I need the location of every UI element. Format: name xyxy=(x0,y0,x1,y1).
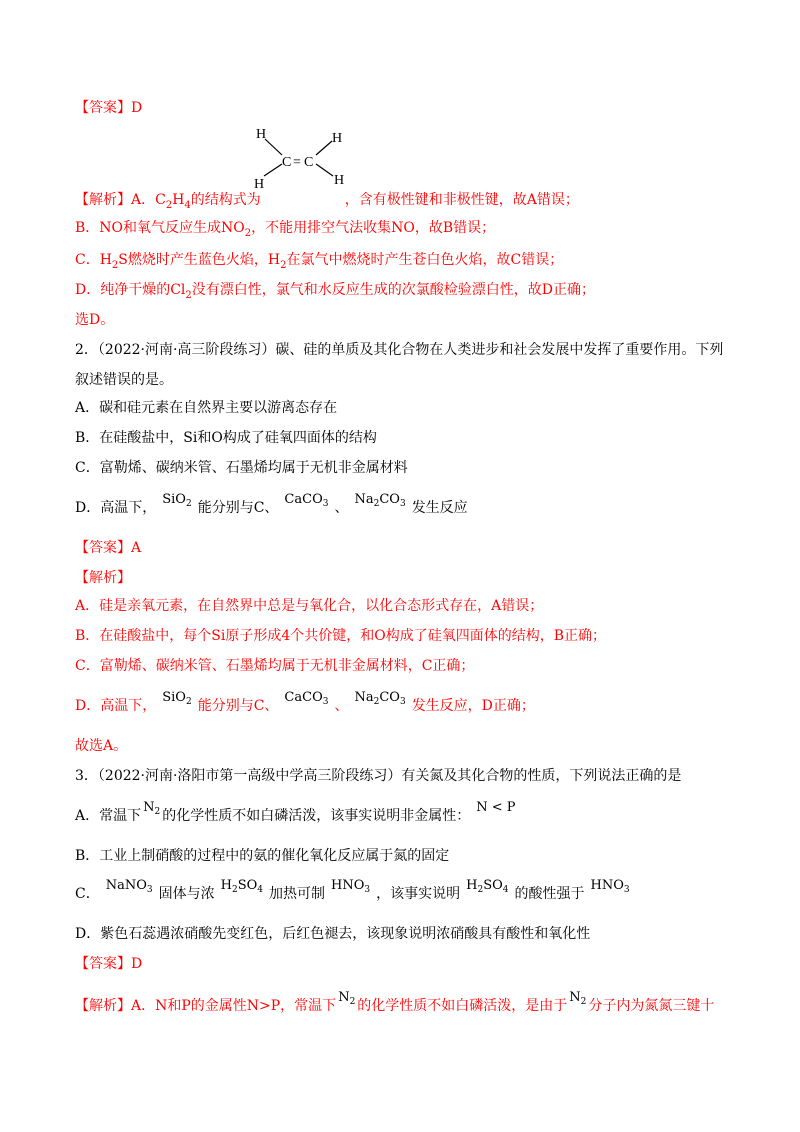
answer-value: D xyxy=(131,100,143,116)
q2-answer-line: 【答案】A xyxy=(75,540,142,556)
q1-analysis-b: B．NO和氧气反应生成$NO_2$，不能用排空气法收集NO，故B错误； xyxy=(75,220,496,239)
q1-analysis-a: 【解析】A．$C_2H_4$的结构式为 ，含有极性键和非极性键，故A错误； xyxy=(75,192,579,211)
q2-analysis-label: 【解析】 xyxy=(75,570,131,586)
formula-na2co3: $Na_2CO_3$ xyxy=(354,690,406,707)
mol-h-bottom-left: H xyxy=(254,177,265,190)
q2-stem-2: 叙述错误的是。 xyxy=(75,372,173,388)
q2-choose: 故选A。 xyxy=(75,738,128,754)
q2-option-a: A．碳和硅元素在自然界主要以游离态存在 xyxy=(75,400,338,416)
q3-option-b: B．工业上制硝酸的过程中的氨的催化氧化反应属于氮的固定 xyxy=(75,848,450,864)
mol-c-left: C xyxy=(282,155,292,170)
answer-label: 【答案】 xyxy=(75,100,131,116)
formula-nano3: NaNO$_3$ xyxy=(105,878,153,895)
formula-n2: $N_2$ xyxy=(569,990,587,1007)
formula-caco3: CaCO$_3$ xyxy=(284,492,329,509)
formula-n2: $N_2$ xyxy=(338,990,356,1007)
q1-choose: 选D。 xyxy=(75,312,115,328)
formula-h2so4: $H_2SO_4$ xyxy=(220,878,264,895)
q2-stem-1: 2．（2022·河南·高三阶段练习）碳、硅的单质及其化合物在人类进步和社会发展中发挥了重要作用。下列 xyxy=(75,342,724,358)
q3-option-a: A．常温下$N_2$ 的化学性质不如白磷活泼，该事实说明非金属性：N < P xyxy=(75,800,516,824)
formula-hno3: $HNO_3$ xyxy=(590,878,630,895)
mol-h-top-left: H xyxy=(256,127,267,142)
formula-sio2: SiO$_2$ xyxy=(162,690,192,707)
mol-c-double-bond: = xyxy=(293,155,301,170)
q1-analysis-d: D．纯净干燥的$Cl_2$没有漂白性，氯气和水反应生成的次氯酸检验漂白性，故D正确； xyxy=(75,282,596,301)
q2-option-d: D．高温下，SiO$_2$ 能分别与C、CaCO$_3$ 、$Na_2CO_3$ 发生反应 xyxy=(75,492,468,516)
q2-analysis-d: D．高温下，SiO$_2$ 能分别与C、CaCO$_3$ 、$Na_2CO_3$ 发生反应，D正确； xyxy=(75,690,535,714)
formula-na2co3: $Na_2CO_3$ xyxy=(354,492,406,509)
formula-h2so4: $H_2SO_4$ xyxy=(466,878,509,895)
mol-h-top-right: H xyxy=(332,131,343,146)
q2-analysis-c: C．富勒烯、碳纳米管、石墨烯均属于无机非金属材料，C正确； xyxy=(75,658,475,674)
formula-caco3: CaCO$_3$ xyxy=(284,690,329,707)
formula-n2: $N_2$ xyxy=(143,800,161,817)
q3-answer-line: 【答案】D xyxy=(75,956,143,972)
formula-n-lt-p: N < P xyxy=(476,800,516,815)
q2-analysis-b: B．在硅酸盐中，每个Si原子形成4个共价键，和O构成了硅氧四面体的结构，B正确； xyxy=(75,628,607,644)
q1-answer-line xyxy=(75,98,142,118)
formula-hno3: $HNO_3$ xyxy=(331,878,371,895)
formula-sio2: SiO$_2$ xyxy=(162,492,192,509)
analysis-label: 【解析】 xyxy=(75,192,131,208)
q3-option-c: C．NaNO$_3$ 固体与浓$H_2SO_4$ 加热可制$HNO_3$ ，该事实说明$H_2SO_4$ 的酸性强于$HNO_3$ xyxy=(75,878,630,902)
mol-h-bottom-right: H xyxy=(334,173,345,188)
q2-option-c: C．富勒烯、碳纳米管、石墨烯均属于无机非金属材料 xyxy=(75,460,408,476)
ethylene-structure-diagram xyxy=(252,124,352,190)
mol-c-right: C xyxy=(304,155,314,170)
q3-stem: 3．（2022·河南·洛阳市第一高级中学高三阶段练习）有关氮及其化合物的性质，下列说法正确的是 xyxy=(75,768,682,784)
q2-option-b: B．在硅酸盐中，Si和O构成了硅氧四面体的结构 xyxy=(75,430,377,446)
q2-analysis-a: A．硅是亲氧元素，在自然界中总是与氧化合，以化合态形式存在，A错误； xyxy=(75,598,544,614)
q3-analysis-a: 【解析】A．N和P的金属性N>P，常温下$N_2$ 的化学性质不如白磷活泼，是由于$N_2$ 分子内为氮氮三键十 xyxy=(75,990,715,1014)
q3-option-d: D．紫色石蕊遇浓硝酸先变红色，后红色褪去，该现象说明浓硝酸具有酸性和氧化性 xyxy=(75,926,591,942)
q1-analysis-c: C．$H_2S$燃烧时产生蓝色火焰，$H_2$在氯气中燃烧时产生苍白色火焰，故C错误； xyxy=(75,252,564,271)
